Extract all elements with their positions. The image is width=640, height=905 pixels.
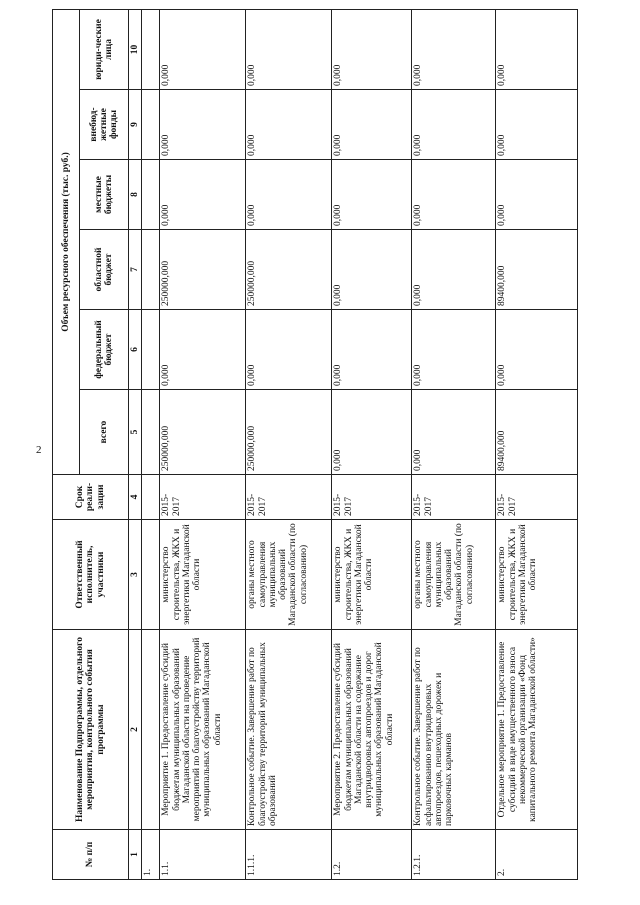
cell-term bbox=[142, 475, 160, 520]
header-name: Наименование Подпрограммы, отдельного мероприятия, контрольного события программы bbox=[53, 630, 129, 830]
cell-federal: 0,000 bbox=[332, 310, 412, 390]
cell-local bbox=[142, 160, 160, 230]
cell-num: 1.1.1. bbox=[246, 830, 332, 880]
cell-local: 0,000 bbox=[496, 160, 578, 230]
cell-name: Мероприятие 2. Предоставление субсидий бюджетам муниципальных образований Магаданской области на содержание внутридворовых автопроездов и дорог муниципальных образований Магаданской области bbox=[332, 630, 412, 830]
cell-federal bbox=[142, 310, 160, 390]
header-federal: федеральный бюджет bbox=[80, 310, 129, 390]
header-legal: юриди-ческие лица bbox=[80, 9, 129, 89]
cell-legal bbox=[142, 9, 160, 89]
table-row bbox=[332, 9, 412, 879]
cell-regional: 0,000 bbox=[332, 230, 412, 310]
cell-legal: 0,000 bbox=[332, 9, 412, 89]
cell-federal: 0,000 bbox=[412, 310, 496, 390]
cell-name bbox=[142, 630, 160, 830]
cell-term: 2015-2017 bbox=[332, 475, 412, 520]
header-resource: Объем ресурсного обеспечения (тыс. руб.) bbox=[53, 9, 80, 474]
cell-resp: министерство строительства, ЖКХ и энергетики Магаданской области bbox=[496, 520, 578, 630]
cell-resp: органы местного самоуправления муниципальных образований Магаданской области (по согласованию) bbox=[412, 520, 496, 630]
index-cell: 9 bbox=[129, 90, 142, 160]
cell-offbudget: 0,000 bbox=[246, 90, 332, 160]
index-cell: 4 bbox=[129, 475, 142, 520]
index-cell: 8 bbox=[129, 160, 142, 230]
header-offbudget: внебюд-жетные фонды bbox=[80, 90, 129, 160]
header-num: № п/п bbox=[53, 830, 129, 880]
cell-local: 0,000 bbox=[160, 160, 246, 230]
index-cell: 2 bbox=[129, 630, 142, 830]
cell-federal: 0,000 bbox=[246, 310, 332, 390]
cell-term: 2015-2017 bbox=[496, 475, 578, 520]
cell-total: 250000,000 bbox=[246, 390, 332, 475]
column-index-row bbox=[129, 9, 142, 879]
cell-local: 0,000 bbox=[332, 160, 412, 230]
cell-total: 0,000 bbox=[412, 390, 496, 475]
cell-local: 0,000 bbox=[246, 160, 332, 230]
resource-table bbox=[52, 9, 578, 880]
cell-resp: министерство строительства, ЖКХ и энергетики Магаданской области bbox=[160, 520, 246, 630]
cell-offbudget: 0,000 bbox=[412, 90, 496, 160]
cell-resp: министерство строительства, ЖКХ и энергетики Магаданской области bbox=[332, 520, 412, 630]
cell-total: 250000,000 bbox=[160, 390, 246, 475]
table-row bbox=[160, 9, 246, 879]
cell-term: 2015-2017 bbox=[246, 475, 332, 520]
cell-offbudget: 0,000 bbox=[160, 90, 246, 160]
cell-legal: 0,000 bbox=[160, 9, 246, 89]
header-resp: Ответственный исполнитель, участники bbox=[53, 520, 129, 630]
index-cell: 3 bbox=[129, 520, 142, 630]
cell-legal: 0,000 bbox=[496, 9, 578, 89]
cell-offbudget bbox=[142, 90, 160, 160]
cell-total: 89400,000 bbox=[496, 390, 578, 475]
table-row bbox=[246, 9, 332, 879]
cell-num: 1.2.1. bbox=[412, 830, 496, 880]
index-cell: 6 bbox=[129, 310, 142, 390]
cell-regional: 89400,000 bbox=[496, 230, 578, 310]
cell-resp: органы местного самоуправления муниципальных образований Магаданской области (по согласованию) bbox=[246, 520, 332, 630]
table-row bbox=[496, 9, 578, 879]
cell-num: 1.1. bbox=[160, 830, 246, 880]
cell-num: 1.2. bbox=[332, 830, 412, 880]
rotated-table-container bbox=[52, 10, 632, 880]
header-term: Срок реали-зации bbox=[53, 475, 129, 520]
header-regional: областной бюджет bbox=[80, 230, 129, 310]
cell-num: 2. bbox=[496, 830, 578, 880]
header-local: местные бюджеты bbox=[80, 160, 129, 230]
cell-federal: 0,000 bbox=[496, 310, 578, 390]
cell-regional: 250000,000 bbox=[160, 230, 246, 310]
index-cell: 5 bbox=[129, 390, 142, 475]
cell-name: Отдельное мероприятие 1. Предоставление субсидий в виде имущественного взноса некоммерческой организации «Фонд капитального ремонта Магаданской области» bbox=[496, 630, 578, 830]
cell-term: 2015-2017 bbox=[160, 475, 246, 520]
cell-regional: 250000,000 bbox=[246, 230, 332, 310]
cell-term: 2015-2017 bbox=[412, 475, 496, 520]
cell-regional bbox=[142, 230, 160, 310]
cell-offbudget: 0,000 bbox=[332, 90, 412, 160]
header-total: всего bbox=[80, 390, 129, 475]
cell-legal: 0,000 bbox=[412, 9, 496, 89]
page-number: 2 bbox=[36, 444, 42, 456]
table-row bbox=[412, 9, 496, 879]
cell-legal: 0,000 bbox=[246, 9, 332, 89]
cell-regional: 0,000 bbox=[412, 230, 496, 310]
table-row bbox=[142, 9, 160, 879]
index-cell: 10 bbox=[129, 9, 142, 89]
cell-total: 0,000 bbox=[332, 390, 412, 475]
index-cell: 1 bbox=[129, 830, 142, 880]
cell-name: Контрольное событие. Завершение работ по благоустройству территорий муниципальных образований bbox=[246, 630, 332, 830]
cell-federal: 0,000 bbox=[160, 310, 246, 390]
cell-offbudget: 0,000 bbox=[496, 90, 578, 160]
cell-num: 1. bbox=[142, 830, 160, 880]
cell-name: Контрольное событие. Завершение работ по асфальтированию внутридворовых автопроездов, пешеходных дорожек и парковочных карманов bbox=[412, 630, 496, 830]
index-cell: 7 bbox=[129, 230, 142, 310]
cell-resp bbox=[142, 520, 160, 630]
cell-local: 0,000 bbox=[412, 160, 496, 230]
cell-total bbox=[142, 390, 160, 475]
cell-name: Мероприятие 1. Предоставление субсидий бюджетам муниципальных образований Магаданской области на проведение мероприятий по благоустройству территорий муниципальных образований Магаданской области bbox=[160, 630, 246, 830]
